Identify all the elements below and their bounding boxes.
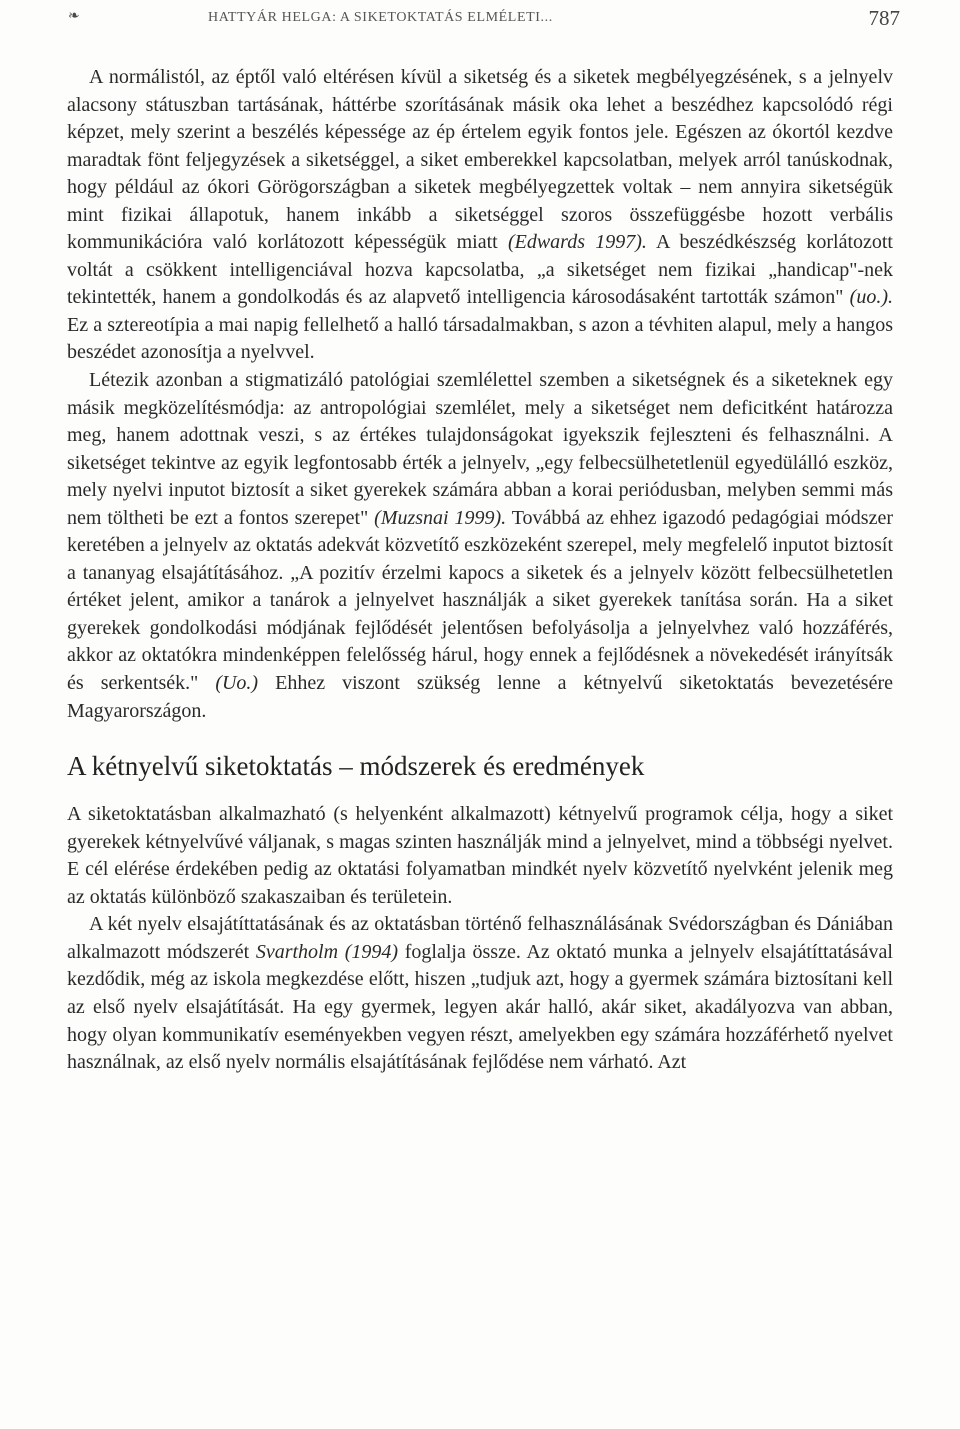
text-run: Létezik azonban a stigmatizáló patológiai szemlélettel szemben a siketségnek és a siketeknek egy másik megközelítésmódja: az antropológiai szemlélet, mely a siketséget nem deficitként határozza meg, hanem adottnak veszi, s az értékes tulajdonságokat igyekszik fejleszteni és felhasználni. A siketséget tekintve az egyik legfontosabb érték a jelnyelv, „egy felbecsülhetetlenül egyedülálló eszköz, mely nyelvi inputot biztosít a siket gyerekek számára abban a korai periódusban, melyben semmi más nem töltheti be ezt a fontos szerepet": [67, 369, 893, 529]
text-run: A normálistól, az éptől való eltérésen kívül a siketség és a siketek megbélyegzésének, s a jelnyelv alacsony státuszban tartásának, háttérbe szorításának másik oka lehet a beszédhez kapcsolódó régi képzet, mely szerint a beszélés képessége az ép értelem egyik fontos jele. Egészen az ókortól kezdve maradtak fönt feljegyzések a siketséggel, a siket emberekkel kapcsolatban, melyek arról tanúskodnak, hogy például az ókori Görögországban a siketek megbélyegzettek voltak – nem annyira siketségük mint fizikai állapotuk, hanem inkább a siketséggel szoros összefüggésbe hozott verbális kommunikációra való korlátozott képességük miatt: [67, 66, 893, 254]
citation-text: (Uo.): [215, 672, 259, 695]
body-text: [67, 64, 893, 1077]
running-header: [68, 6, 900, 32]
citation-text: (Muzsnai 1999).: [374, 506, 507, 529]
paragraph: [67, 911, 893, 1076]
running-title: HATTYÁR HELGA: A SIKETOKTATÁS ELMÉLETI...: [208, 10, 553, 25]
citation-text: Svartholm (1994): [255, 940, 399, 963]
text-run: A beszédkészség korlátozott voltát a csökkent intelligenciával hozva kapcsolatba, „a siketséget nem fizikai „handicap"-nek tekintették, hanem a gondolkodás és az alapvető intelligencia károsodásaként tartották számon": [67, 231, 893, 309]
paragraph: [67, 64, 893, 367]
citation-text: (Edwards 1997).: [507, 231, 647, 254]
paragraph: [67, 801, 893, 911]
text-run: A siketoktatásban alkalmazható (s helyenként alkalmazott) kétnyelvű programok célja, hogy a siket gyerekek kétnyelvűvé váljanak, s magas szinten használják mind a jelnyelvet, mind a többségi nyelvet. E cél elérése érdekében pedig az oktatási folyamatban mindkét nyelv közvetítő nyelvként jelenik meg az oktatás különböző szakaszaiban és területein.: [67, 803, 893, 908]
text-run: Továbbá az ehhez igazodó pedagógiai módszer keretében a jelnyelv az oktatás adekvát közvetítő eszközeként szerepel, mely megfelelő inputot biztosít a tananyag elsajátításához. „A pozitív érzelmi kapocs a siketek és a jelnyelv között felbecsülhetetlen értéket jelent, amikor a tanárok a jelnyelvet használják a siket gyerekek tanítása során. Ha a siket gyerekek gondolkodási módjának fejlődését jelentősen befolyásolja a jelnyelvhez való hozzáférés, akkor az oktatókra mindenképpen felelősség hárul, hogy ennek a fejlődésnek a növekedését irányítsák és serkentsék.": [67, 506, 893, 695]
text-run: Ehhez viszont szükség lenne a kétnyelvű siketoktatás bevezetésére Magyarországon.: [67, 672, 893, 722]
text-run: Ez a sztereotípia a mai napig fellelhető a halló társadalmakban, s azon a tévhiten alapul, mely a hangos beszédet azonosítja a nyelvvel.: [67, 313, 893, 364]
citation-text: (uo.).: [849, 286, 893, 309]
paragraph: [67, 367, 893, 725]
text-run: foglalja össze. Az oktató munka a jelnyelv elsajátíttatásával kezdődik, még az iskola megkezdése előtt, hiszen „tudjuk azt, hogy a gyermek számára biztosítani kell az első nyelv elsajátítását. Ha egy gyermek, legyen akár halló, akár siket, akadályozva van abban, hogy olyan kommunikatív eseményekben vegyen részt, amelyekben egy számára hozzáférhető nyelvet használnak, az első nyelv normális elsajátításának fejlődése nem várható. Azt: [67, 940, 893, 1074]
section-heading: A kétnyelvű siketoktatás – módszerek és eredmények: [67, 751, 645, 782]
page-number: 787: [868, 6, 900, 30]
text-run: A két nyelv elsajátíttatásának és az oktatásban történő felhasználásának Svédországban és Dániában alkalmazott módszerét: [67, 913, 893, 963]
fleuron-ornament-icon: ❧: [68, 9, 80, 24]
